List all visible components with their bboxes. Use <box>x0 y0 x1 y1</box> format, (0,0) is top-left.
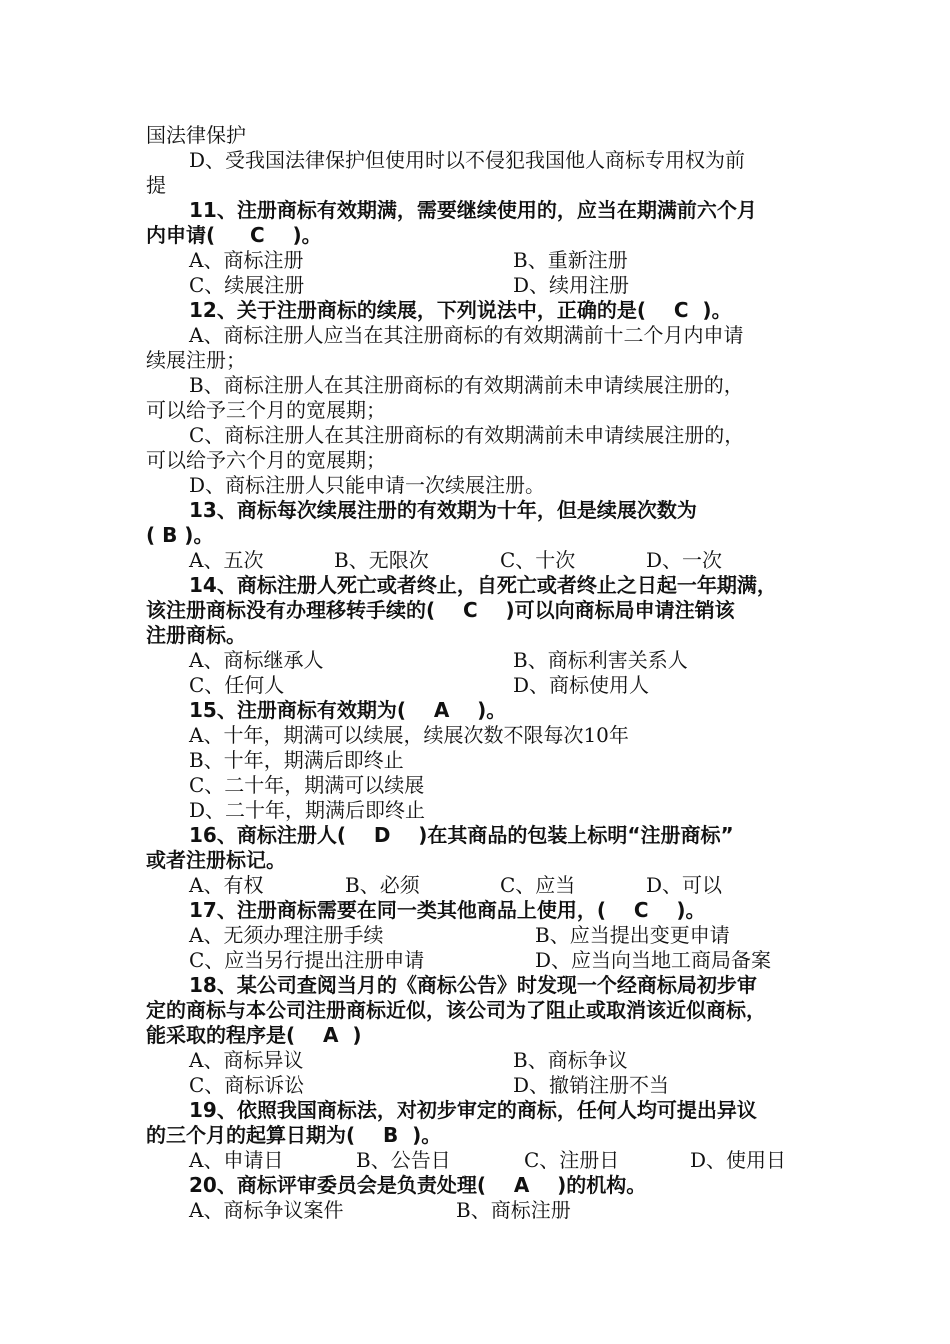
text-line: 提 <box>146 173 166 197</box>
question-14: 14、商标注册人死亡或者终止，自死亡或者终止之日起一年期满， <box>189 573 777 597</box>
option: A、无须办理注册手续 <box>189 923 384 947</box>
question-14-cont: 注册商标。 <box>146 623 246 647</box>
question-16-cont: 或者注册标记。 <box>146 848 286 872</box>
option: A、商标异议 <box>189 1048 304 1072</box>
option: B、公告日 <box>356 1148 451 1172</box>
option: D、可以 <box>646 873 723 897</box>
option: C、注册日 <box>524 1148 620 1172</box>
option: A、申请日 <box>189 1148 284 1172</box>
question-16: 16、商标注册人( D )在其商品的包装上标明“注册商标” <box>189 823 734 847</box>
text-line: B、商标注册人在其注册商标的有效期满前未申请续展注册的， <box>189 373 744 397</box>
option: C、续展注册 <box>189 273 305 297</box>
option: A、商标继承人 <box>189 648 324 672</box>
option: B、十年，期满后即终止 <box>189 748 404 772</box>
text-line: 国法律保护 <box>146 123 246 147</box>
option: C、任何人 <box>189 673 285 697</box>
text-line: 续展注册； <box>146 348 246 372</box>
option: D、应当向当地工商局备案 <box>535 948 772 972</box>
text-line: C、商标注册人在其注册商标的有效期满前未申请续展注册的， <box>189 423 745 447</box>
question-20: 20、商标评审委员会是负责处理( A )的机构。 <box>189 1173 647 1197</box>
option: C、十次 <box>500 548 576 572</box>
option: D、使用日 <box>690 1148 787 1172</box>
option: C、应当另行提出注册申请 <box>189 948 425 972</box>
option: B、商标注册 <box>456 1198 571 1222</box>
option: A、十年，期满可以续展，续展次数不限每次10年 <box>189 723 629 747</box>
question-11-cont: 内申请( C )。 <box>146 223 322 247</box>
option: A、五次 <box>189 548 264 572</box>
question-19: 19、依照我国商标法，对初步审定的商标，任何人均可提出异议 <box>189 1098 757 1122</box>
question-13: 13、商标每次续展注册的有效期为十年，但是续展次数为 <box>189 498 697 522</box>
text-line: 可以给予六个月的宽展期； <box>146 448 386 472</box>
text-line: 可以给予三个月的宽展期； <box>146 398 386 422</box>
option: A、有权 <box>189 873 264 897</box>
question-13-cont: ( B )。 <box>146 523 214 547</box>
option: A、商标争议案件 <box>189 1198 344 1222</box>
option: B、无限次 <box>334 548 429 572</box>
option: B、必须 <box>345 873 420 897</box>
question-19-cont: 的三个月的起算日期为( B )。 <box>146 1123 442 1147</box>
option: D、一次 <box>646 548 723 572</box>
question-12: 12、关于注册商标的续展，下列说法中，正确的是( C )。 <box>189 298 732 322</box>
option: C、应当 <box>500 873 576 897</box>
option: C、二十年，期满可以续展 <box>189 773 425 797</box>
question-18-cont: 能采取的程序是( A ) <box>146 1023 362 1047</box>
option: B、商标利害关系人 <box>513 648 688 672</box>
option: D、二十年，期满后即终止 <box>189 798 426 822</box>
option: B、商标争议 <box>513 1048 628 1072</box>
option: D、续用注册 <box>513 273 630 297</box>
text-line: D、受我国法律保护但使用时以不侵犯我国他人商标专用权为前 <box>189 148 746 172</box>
question-18: 18、某公司查阅当月的《商标公告》时发现一个经商标局初步审 <box>189 973 757 997</box>
question-11: 11、注册商标有效期满，需要继续使用的，应当在期满前六个月 <box>189 198 757 222</box>
text-line: A、商标注册人应当在其注册商标的有效期满前十二个月内申请 <box>189 323 744 347</box>
question-18-cont: 定的商标与本公司注册商标近似，该公司为了阻止或取消该近似商标， <box>146 998 766 1022</box>
question-14-cont: 该注册商标没有办理移转手续的( C )可以向商标局申请注销该 <box>146 598 735 622</box>
option: A、商标注册 <box>189 248 304 272</box>
question-15: 15、注册商标有效期为( A )。 <box>189 698 507 722</box>
option: B、重新注册 <box>513 248 628 272</box>
option: C、商标诉讼 <box>189 1073 305 1097</box>
option: D、商标使用人 <box>513 673 650 697</box>
option: B、应当提出变更申请 <box>535 923 730 947</box>
text-line: D、商标注册人只能申请一次续展注册。 <box>189 473 546 497</box>
option: D、撤销注册不当 <box>513 1073 670 1097</box>
question-17: 17、注册商标需要在同一类其他商品上使用，( C )。 <box>189 898 706 922</box>
